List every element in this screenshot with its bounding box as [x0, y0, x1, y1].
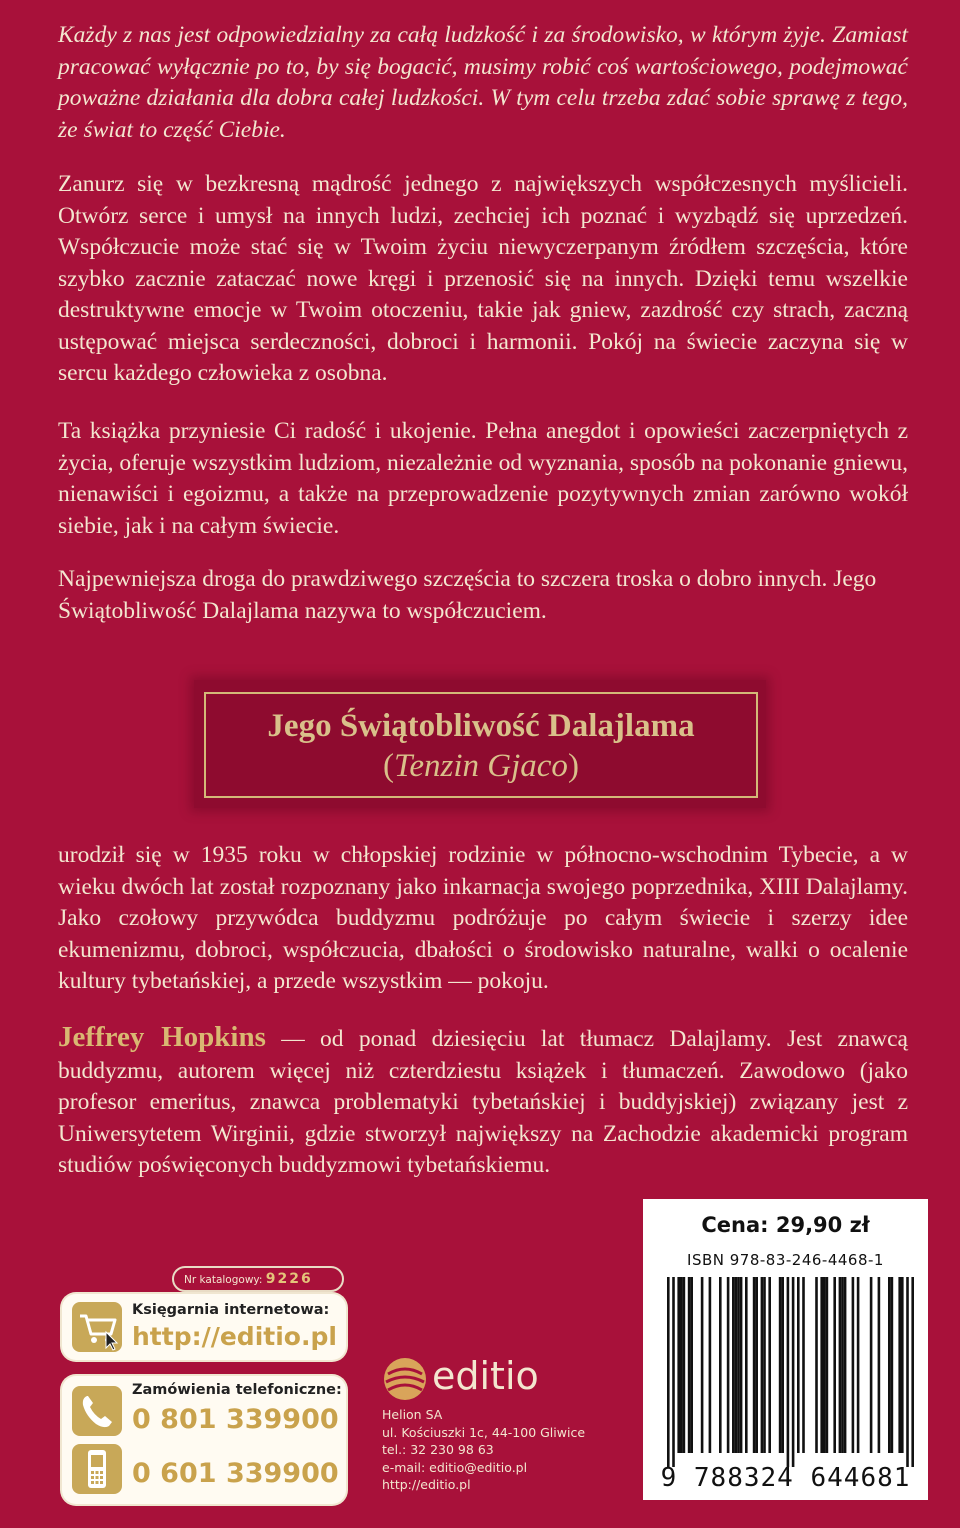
barcode-bar [826, 1277, 829, 1453]
editio-logo-icon [382, 1356, 428, 1407]
barcode-bar [820, 1277, 823, 1453]
online-shop-card[interactable] [62, 1294, 346, 1360]
barcode-bar [906, 1277, 909, 1467]
translator-name: Jeffrey Hopkins [58, 1021, 266, 1053]
barcode-bar [761, 1277, 764, 1453]
cart-icon [72, 1302, 122, 1352]
catalog-number: 9226 [265, 1271, 313, 1287]
publisher-info [382, 1406, 585, 1494]
barcode-bar [683, 1277, 686, 1453]
translator-bio [58, 1022, 908, 1182]
publisher-street: ul. Kościuszki 1c, 44-100 Gliwice [382, 1424, 586, 1440]
mobile-phone-icon [72, 1444, 122, 1494]
barcode-bar [841, 1277, 844, 1453]
author-box [204, 692, 758, 798]
barcode-bar [815, 1277, 818, 1453]
barcode-bar [709, 1277, 712, 1453]
description-paragraph-3: Ta książka przyniesie Ci radość i ukojenie. Pełna anegdot i opowieści zaczerpniętych z życia, oferuje wszystkim ludziom, niezależnie od wyznania, sposób na pokonanie gniewu, nienawiści i egoizmu, a także na przeprowadzenie pozytywnych zmian zarówno wokół siebie, jak i na całym świecie. [58, 418, 908, 539]
barcode-bar [690, 1277, 693, 1453]
phone-orders-card [62, 1376, 346, 1504]
barcode-bar [911, 1277, 914, 1467]
barcode-bar [688, 1277, 691, 1453]
intro-paragraph: Każdy z nas jest odpowiedzialny za całą ludzkość i za środowisko, w którym żyje. Zamiast pracować wyłącznie po to, by się bogacić, musimy robić coś wartościowego, podejmować poważne działania dla dobra całej ludzkości. W tym celu trzeba zdać sobie sprawę z tego, że świat to część Ciebie. [58, 22, 908, 143]
barcode-bar [857, 1277, 860, 1453]
phone-icon [72, 1386, 122, 1436]
barcode-bar [823, 1277, 826, 1453]
ean-group-1: 788324 [693, 1463, 794, 1493]
barcode-bar [802, 1277, 805, 1453]
barcode-bar [677, 1277, 680, 1453]
translator-bio-text: — od ponad dziesięciu lat tłumacz Dalajlamy. Jest znawcą buddyzmu, autorem więcej niż czterdziestu książek i tłumaczeń. Zawodowo (jako profesor emeritus, znawca problematyki tybetańskiej i buddyjskiej) związany jest z Uniwersytetem Wirginii, gdzie stworzył największy na Zachodzie akademicki program studiów poświęconych buddyzmowi tybetańskiemu. [58, 1026, 908, 1178]
barcode-bar [737, 1277, 740, 1453]
editio-logo-text: editio [432, 1354, 539, 1398]
barcode-bar [672, 1277, 675, 1467]
ean-number [643, 1463, 928, 1493]
ean-group-2: 644681 [810, 1463, 911, 1493]
barcode-bar [779, 1277, 782, 1453]
barcode-bar [852, 1277, 855, 1453]
barcode-bar [768, 1277, 771, 1453]
publisher-www[interactable]: http://editio.pl [382, 1477, 471, 1492]
barcode-bar [901, 1277, 904, 1453]
shop-url-link[interactable]: http://editio.pl [132, 1322, 337, 1351]
barcode-bar [727, 1277, 730, 1453]
barcode-bar [839, 1277, 842, 1453]
publisher-company: Helion SA [382, 1407, 443, 1422]
isbn-label: ISBN 978-83-246-4468-1 [687, 1251, 884, 1269]
barcode-bar [755, 1277, 758, 1453]
publisher-email[interactable]: e-mail: editio@editio.pl [382, 1459, 528, 1475]
barcode-bars [655, 1277, 916, 1467]
barcode-panel [643, 1199, 928, 1500]
barcode-bar [844, 1277, 847, 1453]
barcode-bar [797, 1277, 800, 1453]
barcode-bar [781, 1277, 784, 1453]
description-paragraph-4: Najpewniejsza droga do prawdziwego szczęścia to szczera troska o dobro innych. Jego Świątobliwość Dalajlama nazywa to współczuciem. [58, 566, 877, 624]
barcode-bar [667, 1277, 670, 1467]
barcode-bar [753, 1277, 756, 1453]
publisher-tel: tel.: 32 230 98 63 [382, 1442, 494, 1457]
barcode-bar [735, 1277, 738, 1453]
barcode-bar [878, 1277, 881, 1453]
barcode-bar [870, 1277, 873, 1453]
barcode-bar [792, 1277, 795, 1467]
price-label: Cena: 29,90 zł [701, 1213, 870, 1237]
author-name: Jego Świątobliwość Dalajlama [267, 708, 695, 744]
barcode-bar [898, 1277, 901, 1453]
author-real-name: Tenzin Gjaco [394, 748, 568, 784]
barcode-bar [787, 1277, 790, 1467]
mobile-number[interactable]: 0 601 339900 [132, 1458, 339, 1489]
barcode-bar [888, 1277, 891, 1453]
shop-label: Księgarnia internetowa: [132, 1302, 330, 1318]
catalog-label: Nr katalogowy: [184, 1274, 263, 1286]
description-paragraph-2: Zanurz się w bezkresną mądrość jednego z największych współczesnych myślicieli. Otwórz serce i umysł na innych ludzi, zechciej ich poznać i wyzbądź się uprzedzeń. Współczucie może stać się w Twoim życiu niewyczerpanym źródłem szczęścia, które szybko zacznie zataczać nowe kręgi i przenosić się na innych. Dzięki temu wszelkie destruktywne emocje w Twoim otoczeniu, takie jak gniew, zazdrość czy strach, zaczną ustępować miejsca serdeczności, dobroci i harmonii. Pokój na świecie zaczyna się w sercu każdego człowieka z osobna. [58, 171, 908, 386]
barcode-bar [740, 1277, 743, 1453]
paren-open: ( [383, 748, 395, 784]
barcode-bar [891, 1277, 894, 1453]
barcode-bar [745, 1277, 748, 1453]
barcode-bar [763, 1277, 766, 1453]
author-real-name-line [206, 746, 756, 786]
catalog-number-badge [172, 1266, 344, 1292]
barcode-bar [680, 1277, 683, 1453]
barcode-bar [701, 1277, 704, 1453]
barcode-bar [732, 1277, 735, 1453]
paren-close: ) [567, 748, 579, 784]
barcode-bar [719, 1277, 722, 1453]
barcode-bar [833, 1277, 836, 1453]
phone-orders-label: Zamówienia telefoniczne: [132, 1382, 342, 1398]
landline-number[interactable]: 0 801 339900 [132, 1404, 339, 1435]
author-bio: urodził się w 1935 roku w chłopskiej rodzinie w północno-wschodnim Tybecie, a w wieku dwóch lat został rozpoznany jako inkarnacja swojego poprzednika, XIII Dalajlamy. Jako czołowy przywódca buddyzmu podróżuje po całym świecie i szerzy idee ekumenizmu, dobroci, współczucia, dbałości o środowisko naturalne, walki o ocalenie kultury tybetańskiej, a przede wszystkim — pokoju. [58, 842, 908, 994]
ean-first-digit: 9 [660, 1463, 678, 1493]
